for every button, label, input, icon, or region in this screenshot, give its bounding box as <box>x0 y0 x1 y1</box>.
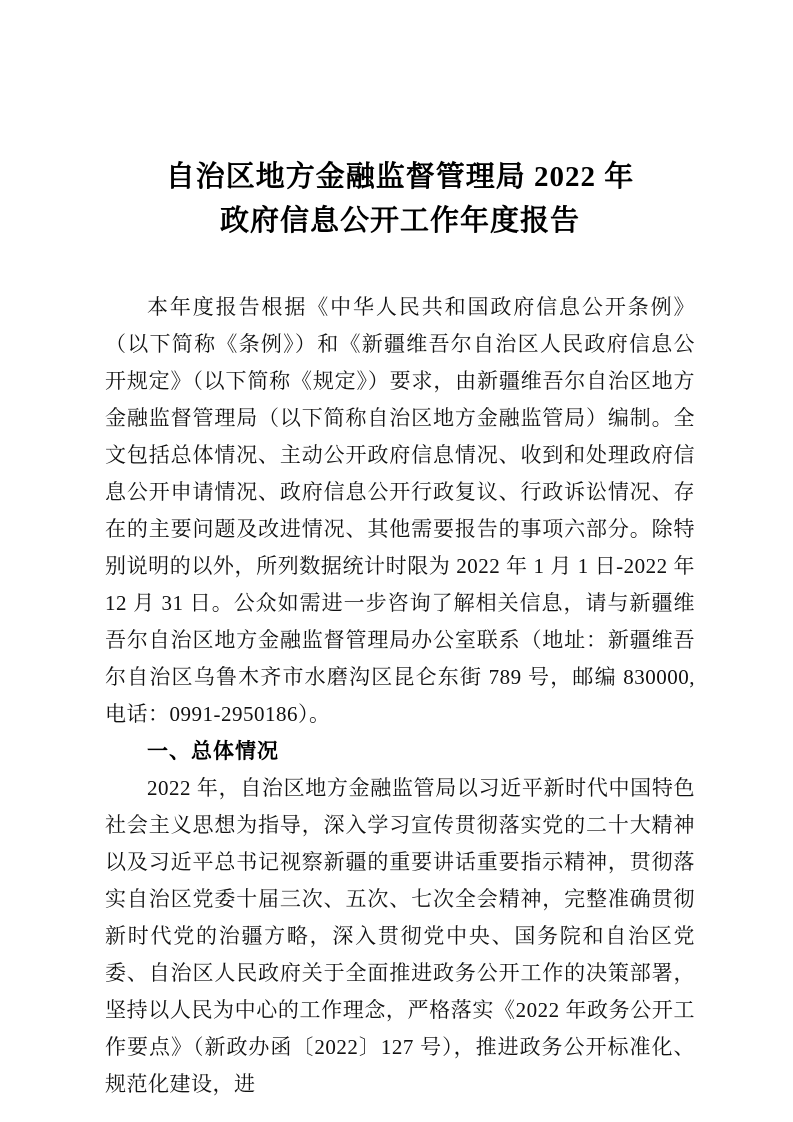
intro-paragraph: 本年度报告根据《中华人民共和国政府信息公开条例》（以下简称《条例》）和《新疆维吾尔自治区人民政府信息公开规定》（以下简称《规定》）要求，由新疆维吾尔自治区地方金融监督管理局（以下简称自治区地方金融监管局）编制。全文包括总体情况、主动公开政府信息情况、收到和处理政府信息公开申请情况、政府信息公开行政复议、行政诉讼情况、存在的主要问题及改进情况、其他需要报告的事项六部分。除特别说明的以外，所列数据统计时限为 2022 年 1 月 1 日-2022 年 12 月 31 日。公众如需进一步咨询了解相关信息，请与新疆维吾尔自治区地方金融监督管理局办公室联系（地址：新疆维吾尔自治区乌鲁木齐市水磨沟区昆仑东街 789 号，邮编 830000,电话：0991-2950186）。 <box>105 295 695 726</box>
section-heading-overall-situation: 一、总体情况 <box>147 740 279 763</box>
overall-situation-paragraph: 2022 年，自治区地方金融监管局以习近平新时代中国特色社会主义思想为指导，深入学习宣传贯彻落实党的二十大精神以及习近平总书记视察新疆的重要讲话重要指示精神，贯彻落实自治区党委十届三次、五次、七次全会精神，完整准确贯彻新时代党的治疆方略，深入贯彻党中央、国务院和自治区党委、自治区人民政府关于全面推进政务公开工作的决策部署，坚持以人民为中心的工作理念，严格落实《2022 年政务公开工作要点》（新政办函〔2022〕127 号），推进政务公开标准化、规范化建设，进 <box>105 776 695 1096</box>
document-title-line-1: 自治区地方金融监督管理局 2022 年 <box>165 161 635 193</box>
document-title-line-2: 政府信息公开工作年度报告 <box>219 205 580 237</box>
document-title <box>105 155 695 243</box>
